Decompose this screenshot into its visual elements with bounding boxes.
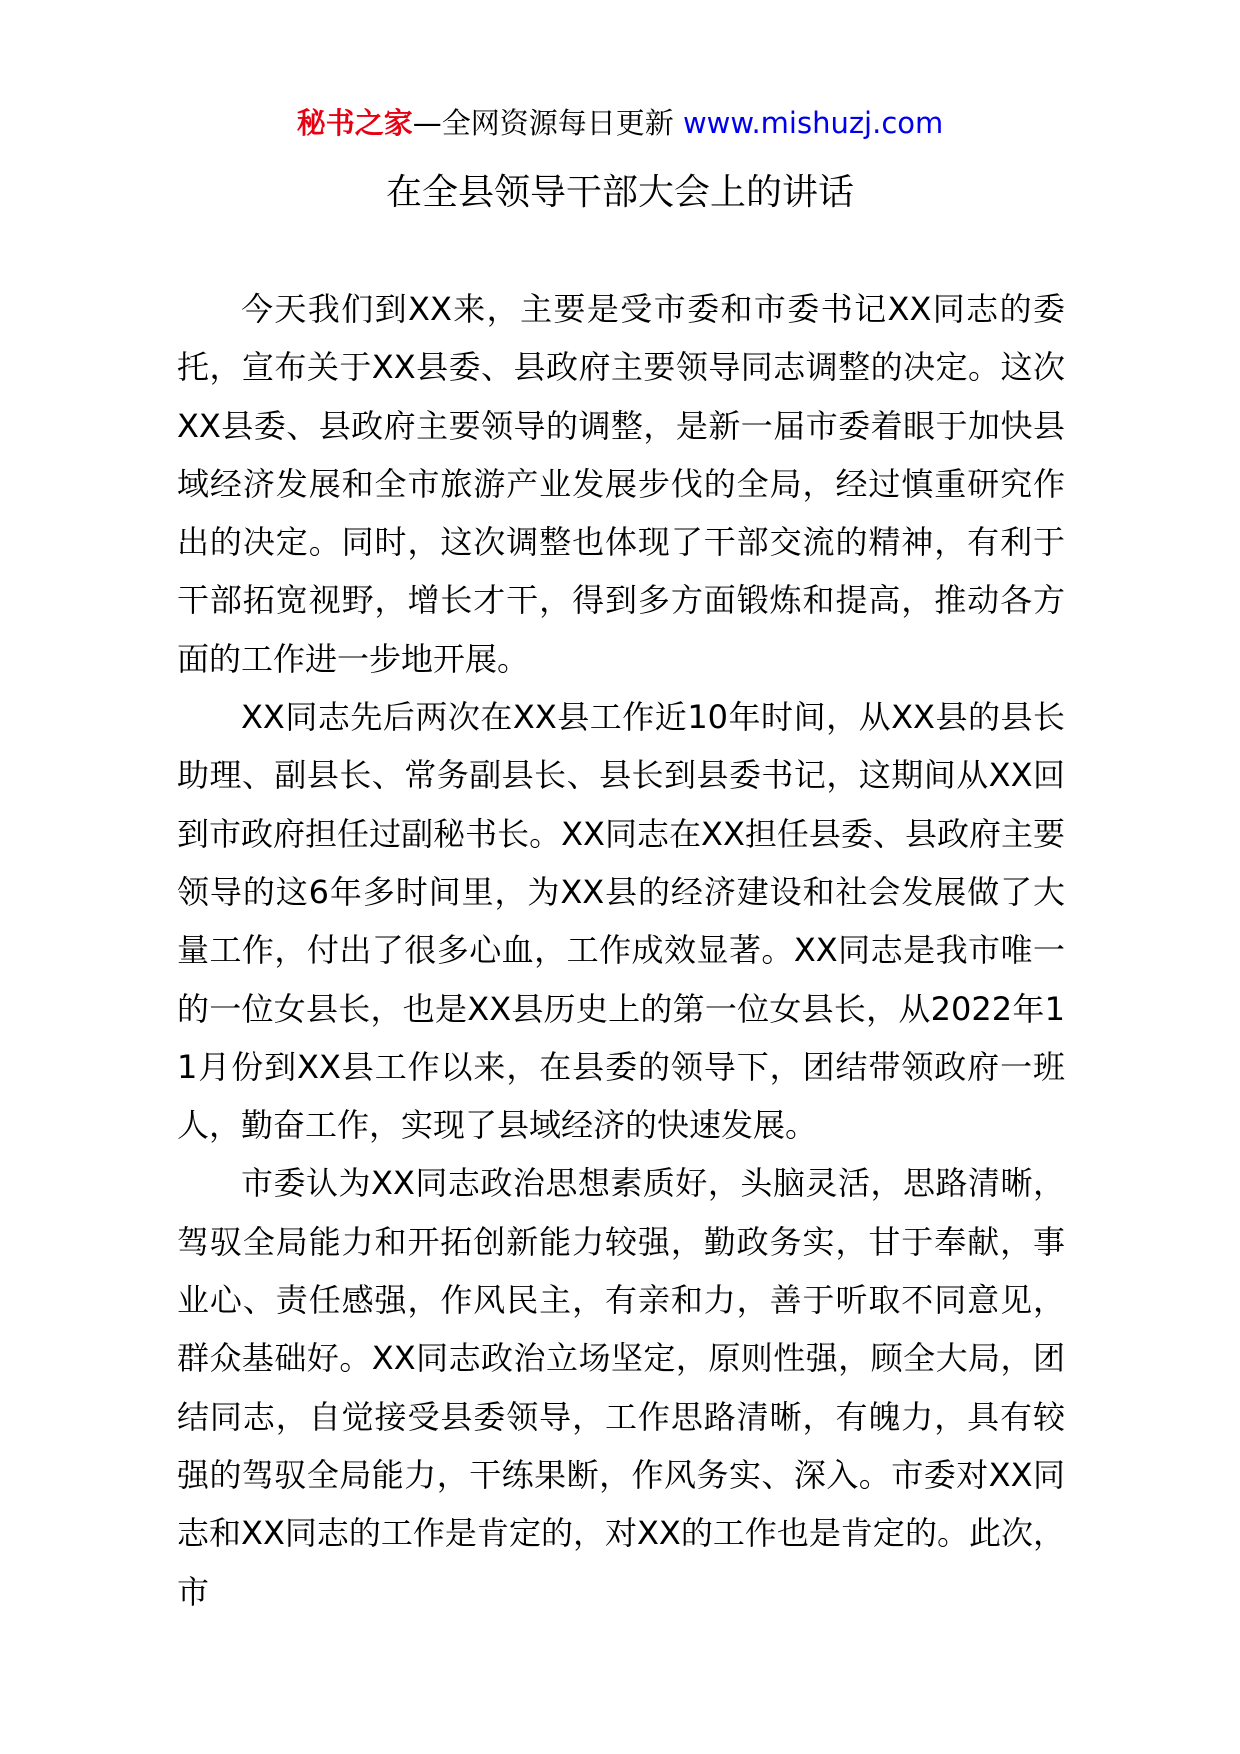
paragraph-2: XX同志先后两次在XX县工作近10年时间，从XX县的县长助理、副县长、常务副县长、县长到县委书记，这期间从XX回到市政府担任过副秘书长。XX同志在XX担任县委、县政府主要领导的这6年多时间里，为XX县的经济建设和社会发展做了大量工作，付出了很多心血，工作成效显著。XX同志是我市唯一的一位女县长，也是XX县历史上的第一位女县长，从2022年11月份到XX县工作以来，在县委的领导下，团结带领政府一班人，勤奋工作，实现了县域经济的快速发展。 [177,698,1065,1145]
header-tagline: —全网资源每日更新 [412,106,683,140]
site-header [0,100,1240,146]
paragraph-3: 市委认为XX同志政治思想素质好，头脑灵活，思路清晰，驾驭全局能力和开拓创新能力较强，勤政务实，甘于奉献，事业心、责任感强，作风民主，有亲和力，善于听取不同意见，群众基础好。XX同志政治立场坚定，原则性强，顾全大局，团结同志，自觉接受县委领导，工作思路清晰，有魄力，具有较强的驾驭全局能力，干练果断，作风务实、深入。市委对XX同志和XX同志的工作是肯定的，对XX的工作也是肯定的。此次，市 [177,1164,1065,1611]
site-url-link[interactable]: www.mishuzj.com [682,106,944,140]
document-title: 在全县领导干部大会上的讲话 [385,172,854,213]
paragraph-1: 今天我们到XX来，主要是受市委和市委书记XX同志的委托，宣布关于XX县委、县政府主要领导同志调整的决定。这次XX县委、县政府主要领导的调整，是新一届市委着眼于加快县域经济发展和全市旅游产业发展步伐的全局，经过慎重研究作出的决定。同时，这次调整也体现了干部交流的精神，有利于干部拓宽视野，增长才干，得到多方面锻炼和提高，推动各方面的工作进一步地开展。 [177,290,1065,678]
document-body [177,280,1065,1621]
brand-name: 秘书之家 [296,106,413,140]
